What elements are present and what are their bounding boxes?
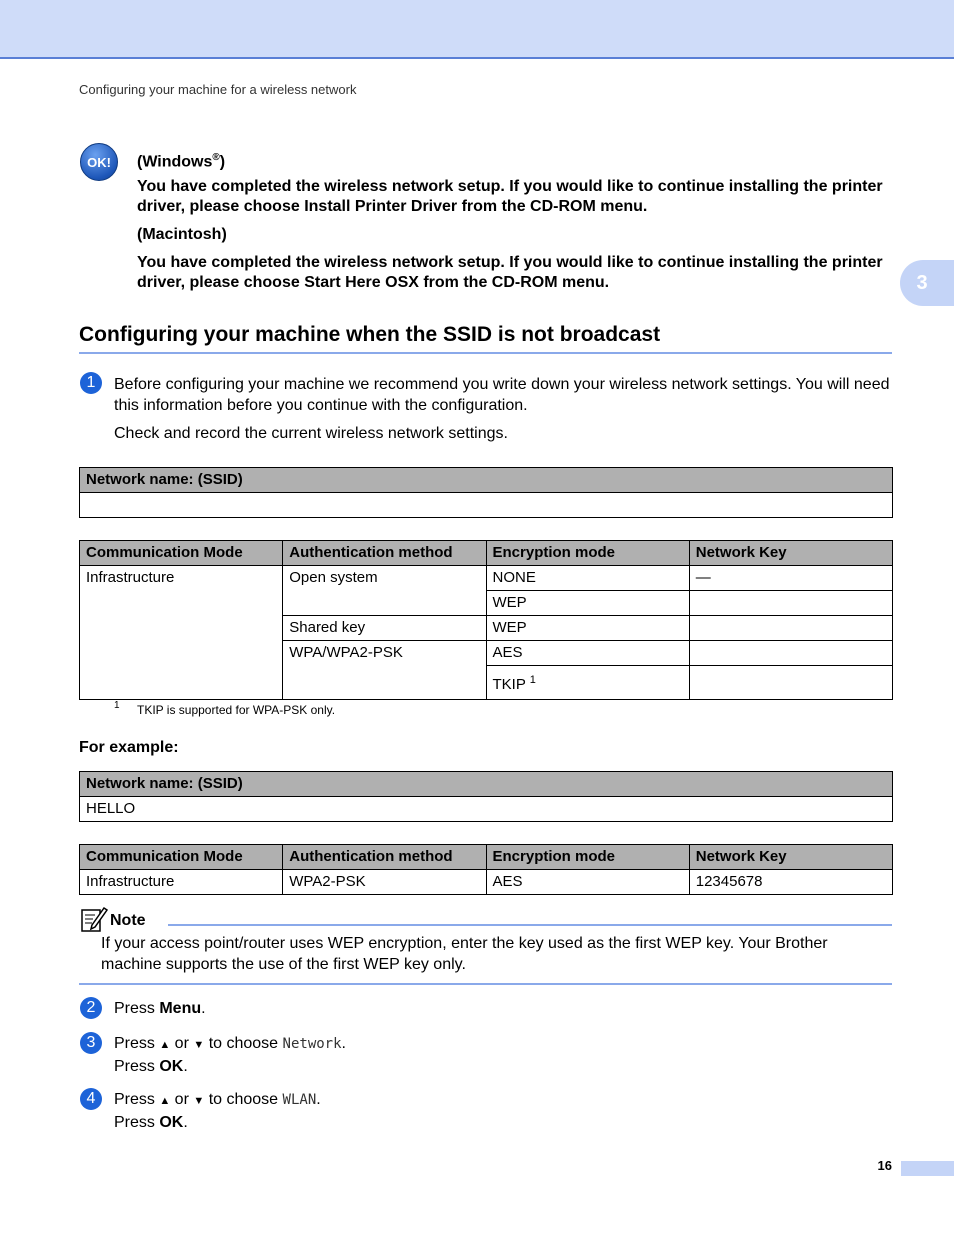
example-cell-enc: AES — [486, 870, 689, 895]
mac-heading: (Macintosh) — [137, 226, 227, 243]
cell-key-1: — — [689, 566, 892, 591]
up-arrow-icon: ▲ — [159, 1039, 171, 1051]
windows-text: You have completed the wireless network setup. If you would like to continue installing the printer driver, please choose Install Printer Driver from the CD-ROM menu. — [137, 178, 883, 215]
cell-auth-open: Open system — [283, 566, 486, 616]
step-3-press-2: Press — [114, 1058, 160, 1075]
example-label: For example: — [79, 739, 179, 756]
step-2-text — [114, 998, 894, 1019]
step-3-end: . — [341, 1035, 346, 1052]
footnote-mark: 1 — [114, 700, 120, 711]
example-ssid-value: HELLO — [80, 797, 893, 822]
tkip-label: TKIP — [492, 676, 526, 693]
registered-mark: ® — [212, 152, 220, 163]
step-3-end-2: . — [183, 1058, 188, 1075]
step-1-text — [114, 374, 894, 444]
windows-heading-close: ) — [219, 153, 226, 171]
mode-table — [79, 540, 893, 700]
breadcrumb: Configuring your machine for a wireless network — [79, 82, 357, 97]
ssid-value — [80, 493, 893, 518]
network-menu-item: Network — [282, 1036, 342, 1052]
step-4-choose: to choose — [204, 1091, 283, 1108]
cell-key-3 — [689, 616, 892, 641]
step-1-paragraph: Before configuring your machine we recommend you write down your wireless network settings. You will need this information before you continue with the configuration. — [114, 376, 890, 414]
down-arrow-icon: ▼ — [193, 1039, 205, 1051]
step-2-press: Press — [114, 1000, 160, 1017]
example-col-network-key: Network Key — [689, 845, 892, 870]
cell-enc-none: NONE — [486, 566, 689, 591]
mac-text: You have completed the wireless network setup. If you would like to continue installing the printer driver, please choose Start Here OSX from the CD-ROM menu. — [137, 254, 883, 291]
cell-enc-wep: WEP — [486, 591, 689, 616]
ok-mac-heading — [137, 225, 897, 245]
cell-key-4 — [689, 641, 892, 666]
step-4-press-2: Press — [114, 1114, 160, 1131]
step-4-text — [114, 1089, 894, 1133]
step-1-paragraph-2: Check and record the current wireless network settings. — [114, 425, 508, 442]
example-ssid-header: Network name: (SSID) — [80, 772, 893, 797]
footnote-text: TKIP is supported for WPA-PSK only. — [137, 703, 336, 717]
page-number: 16 — [877, 1158, 892, 1173]
cell-enc-aes: AES — [486, 641, 689, 666]
cell-key-2 — [689, 591, 892, 616]
cell-mode: Infrastructure — [80, 566, 283, 700]
example-col-encryption-mode: Encryption mode — [486, 845, 689, 870]
cell-key-5 — [689, 666, 892, 700]
step-3-or: or — [170, 1035, 194, 1052]
ok-mac-text — [137, 253, 897, 293]
step-3-press: Press — [114, 1035, 160, 1052]
ssid-header: Network name: (SSID) — [80, 468, 893, 493]
col-communication-mode: Communication Mode — [80, 541, 283, 566]
step-4-or: or — [170, 1091, 194, 1108]
cell-auth-shared: Shared key — [283, 616, 486, 641]
col-network-key: Network Key — [689, 541, 892, 566]
step-3-choose: to choose — [204, 1035, 283, 1052]
col-authentication-method: Authentication method — [283, 541, 486, 566]
wlan-menu-item: WLAN — [282, 1092, 317, 1108]
step-2-end: . — [201, 1000, 206, 1017]
section-title: Configuring your machine when the SSID is not broadcast — [79, 323, 892, 354]
cell-enc-tkip — [486, 666, 689, 700]
example-mode-table — [79, 844, 893, 895]
ssid-table — [79, 467, 893, 518]
cell-auth-wpa: WPA/WPA2-PSK — [283, 641, 486, 700]
step-1-number: 1 — [80, 372, 102, 394]
example-cell-mode: Infrastructure — [80, 870, 283, 895]
step-2-number: 2 — [80, 997, 102, 1019]
chapter-tab: 3 — [900, 260, 954, 306]
example-ssid-table — [79, 771, 893, 822]
example-col-communication-mode: Communication Mode — [80, 845, 283, 870]
example-cell-key: 12345678 — [689, 870, 892, 895]
note-top-rule — [168, 924, 892, 926]
page-number-bar — [901, 1161, 954, 1176]
ok-windows-text — [137, 177, 897, 217]
step-3-text — [114, 1033, 894, 1077]
header-band — [0, 0, 954, 59]
windows-heading-text: (Windows — [137, 153, 213, 171]
example-cell-auth: WPA2-PSK — [283, 870, 486, 895]
ok-icon — [80, 143, 118, 181]
step-4-end: . — [316, 1091, 321, 1108]
down-arrow-icon: ▼ — [193, 1095, 205, 1107]
ok-windows-heading — [137, 148, 897, 172]
note-bottom-rule — [79, 983, 892, 985]
ok-key: OK — [159, 1114, 184, 1131]
step-3-number: 3 — [80, 1032, 102, 1054]
cell-enc-wep-shared: WEP — [486, 616, 689, 641]
ok-icon-label: OK! — [87, 154, 111, 170]
menu-key: Menu — [159, 1000, 202, 1017]
step-4-number: 4 — [80, 1088, 102, 1110]
example-col-authentication-method: Authentication method — [283, 845, 486, 870]
step-4-press: Press — [114, 1091, 160, 1108]
up-arrow-icon: ▲ — [159, 1095, 171, 1107]
step-4-end-2: . — [183, 1114, 188, 1131]
note-text: If your access point/router uses WEP encryption, enter the key used as the first WEP key. Your Brother machine supports the use of the first WEP key only. — [101, 935, 828, 973]
note-pencil-icon — [80, 905, 108, 933]
ok-key: OK — [159, 1058, 184, 1075]
col-encryption-mode: Encryption mode — [486, 541, 689, 566]
tkip-footnote-mark: 1 — [529, 674, 536, 686]
note-label: Note — [110, 912, 146, 929]
